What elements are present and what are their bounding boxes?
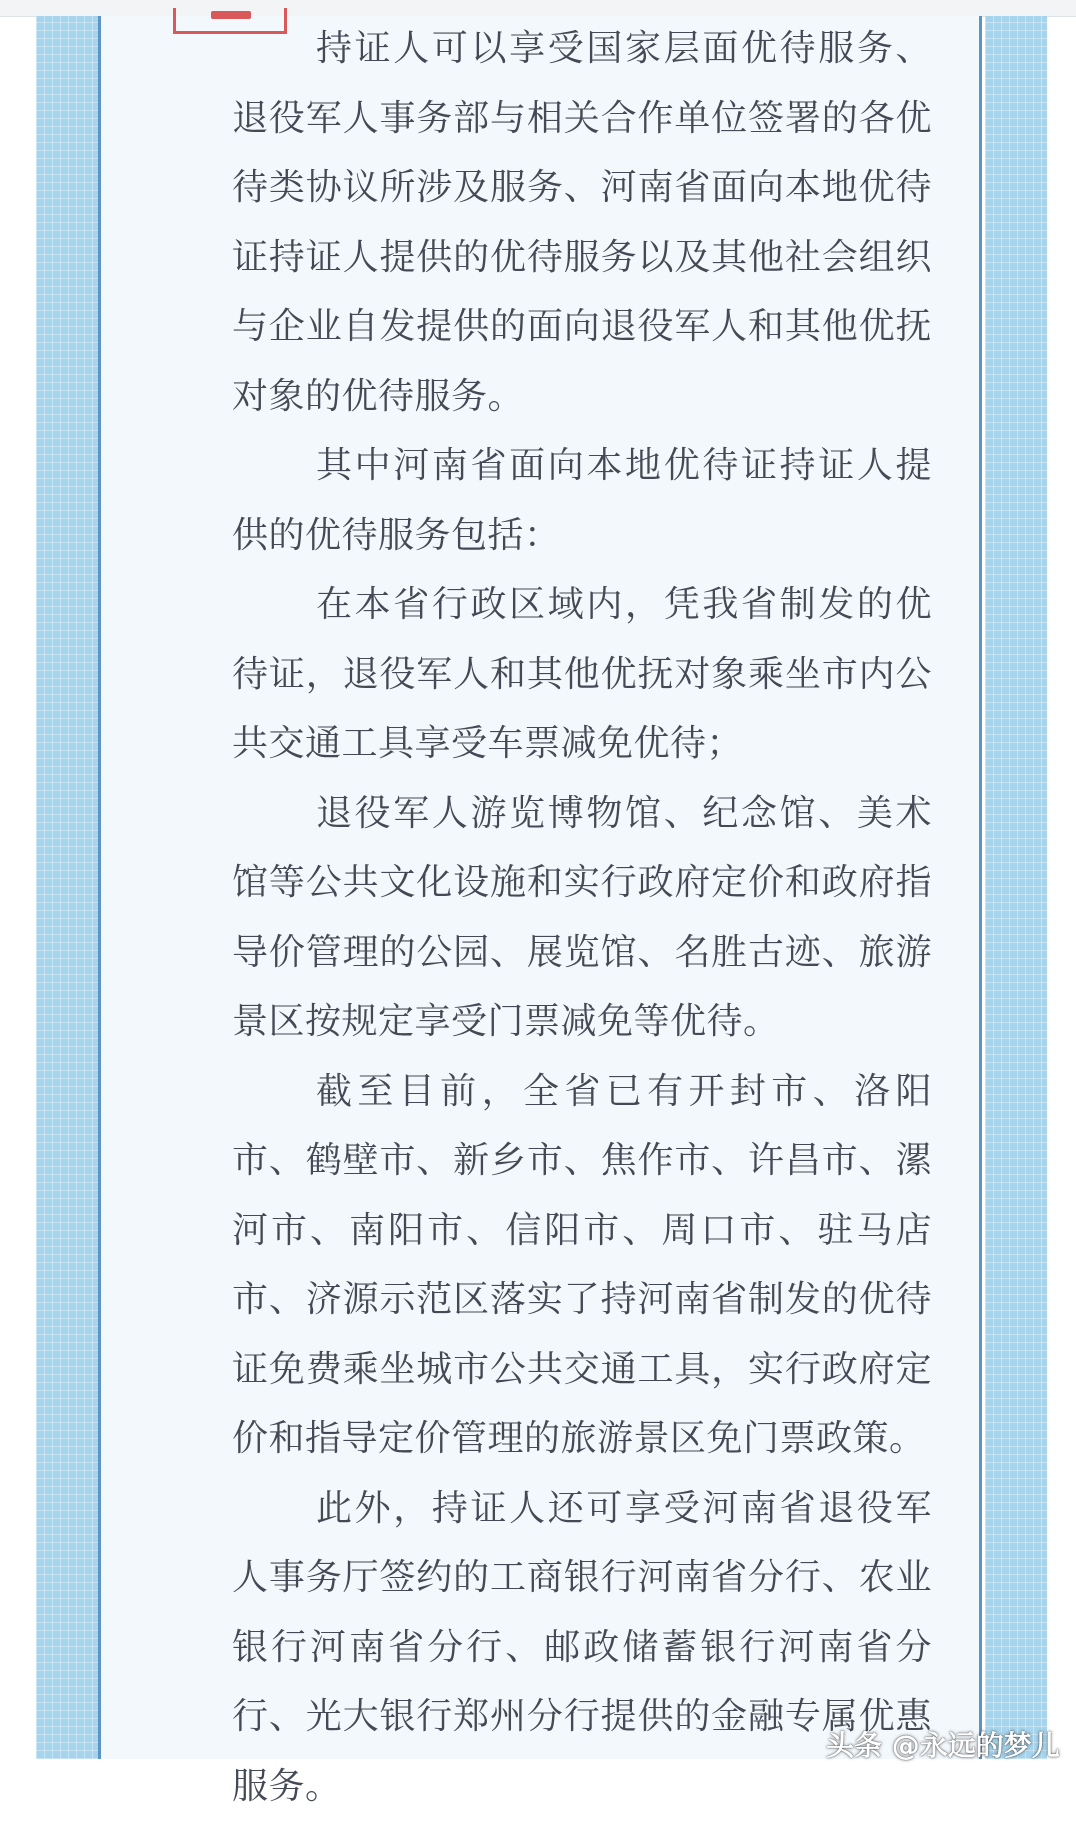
paragraph-henan-services-intro: 其中河南省面向本地优待证持证人提供的优待服务包括： — [232, 431, 932, 570]
paragraph-cultural-venues: 退役军人游览博物馆、纪念馆、美术馆等公共文化设施和实行政府定价和政府指导价管理的公园、展览馆、名胜古迹、旅游景区按规定享受门票减免等优待。 — [232, 779, 932, 1057]
watermark: 头条 @永远的梦儿 — [826, 1724, 1060, 1764]
paragraph-public-transport: 在本省行政区域内，凭我省制发的优待证，退役军人和其他优抚对象乘坐市内公共交通工具享受车票减免优待； — [232, 570, 932, 779]
paragraph-services-overview: 持证人可以享受国家层面优待服务、退役军人事务部与相关合作单位签署的各优待类协议所涉及服务、河南省面向本地优待证持证人提供的优待服务以及其他社会组织与企业自发提供的面向退役军人和其他优抚对象的优待服务。 — [232, 14, 932, 431]
right-decorative-band — [985, 16, 1047, 1759]
article-body — [232, 14, 932, 1821]
paragraph-cities-implemented: 截至目前，全省已有开封市、洛阳市、鹤壁市、新乡市、焦作市、许昌市、漯河市、南阳市、信阳市、周口市、驻马店市、济源示范区落实了持河南省制发的优待证免费乘坐城市公共交通工具，实行政府定价和指导定价管理的旅游景区免门票政策。 — [232, 1057, 932, 1474]
left-decorative-band — [36, 16, 98, 1759]
paragraph-financial-services: 此外，持证人还可享受河南省退役军人事务厅签约的工商银行河南省分行、农业银行河南省分行、邮政储蓄银行河南省分行、光大银行郑州分行提供的金融专属优惠服务。 — [232, 1474, 932, 1821]
right-border-line — [979, 16, 982, 1759]
